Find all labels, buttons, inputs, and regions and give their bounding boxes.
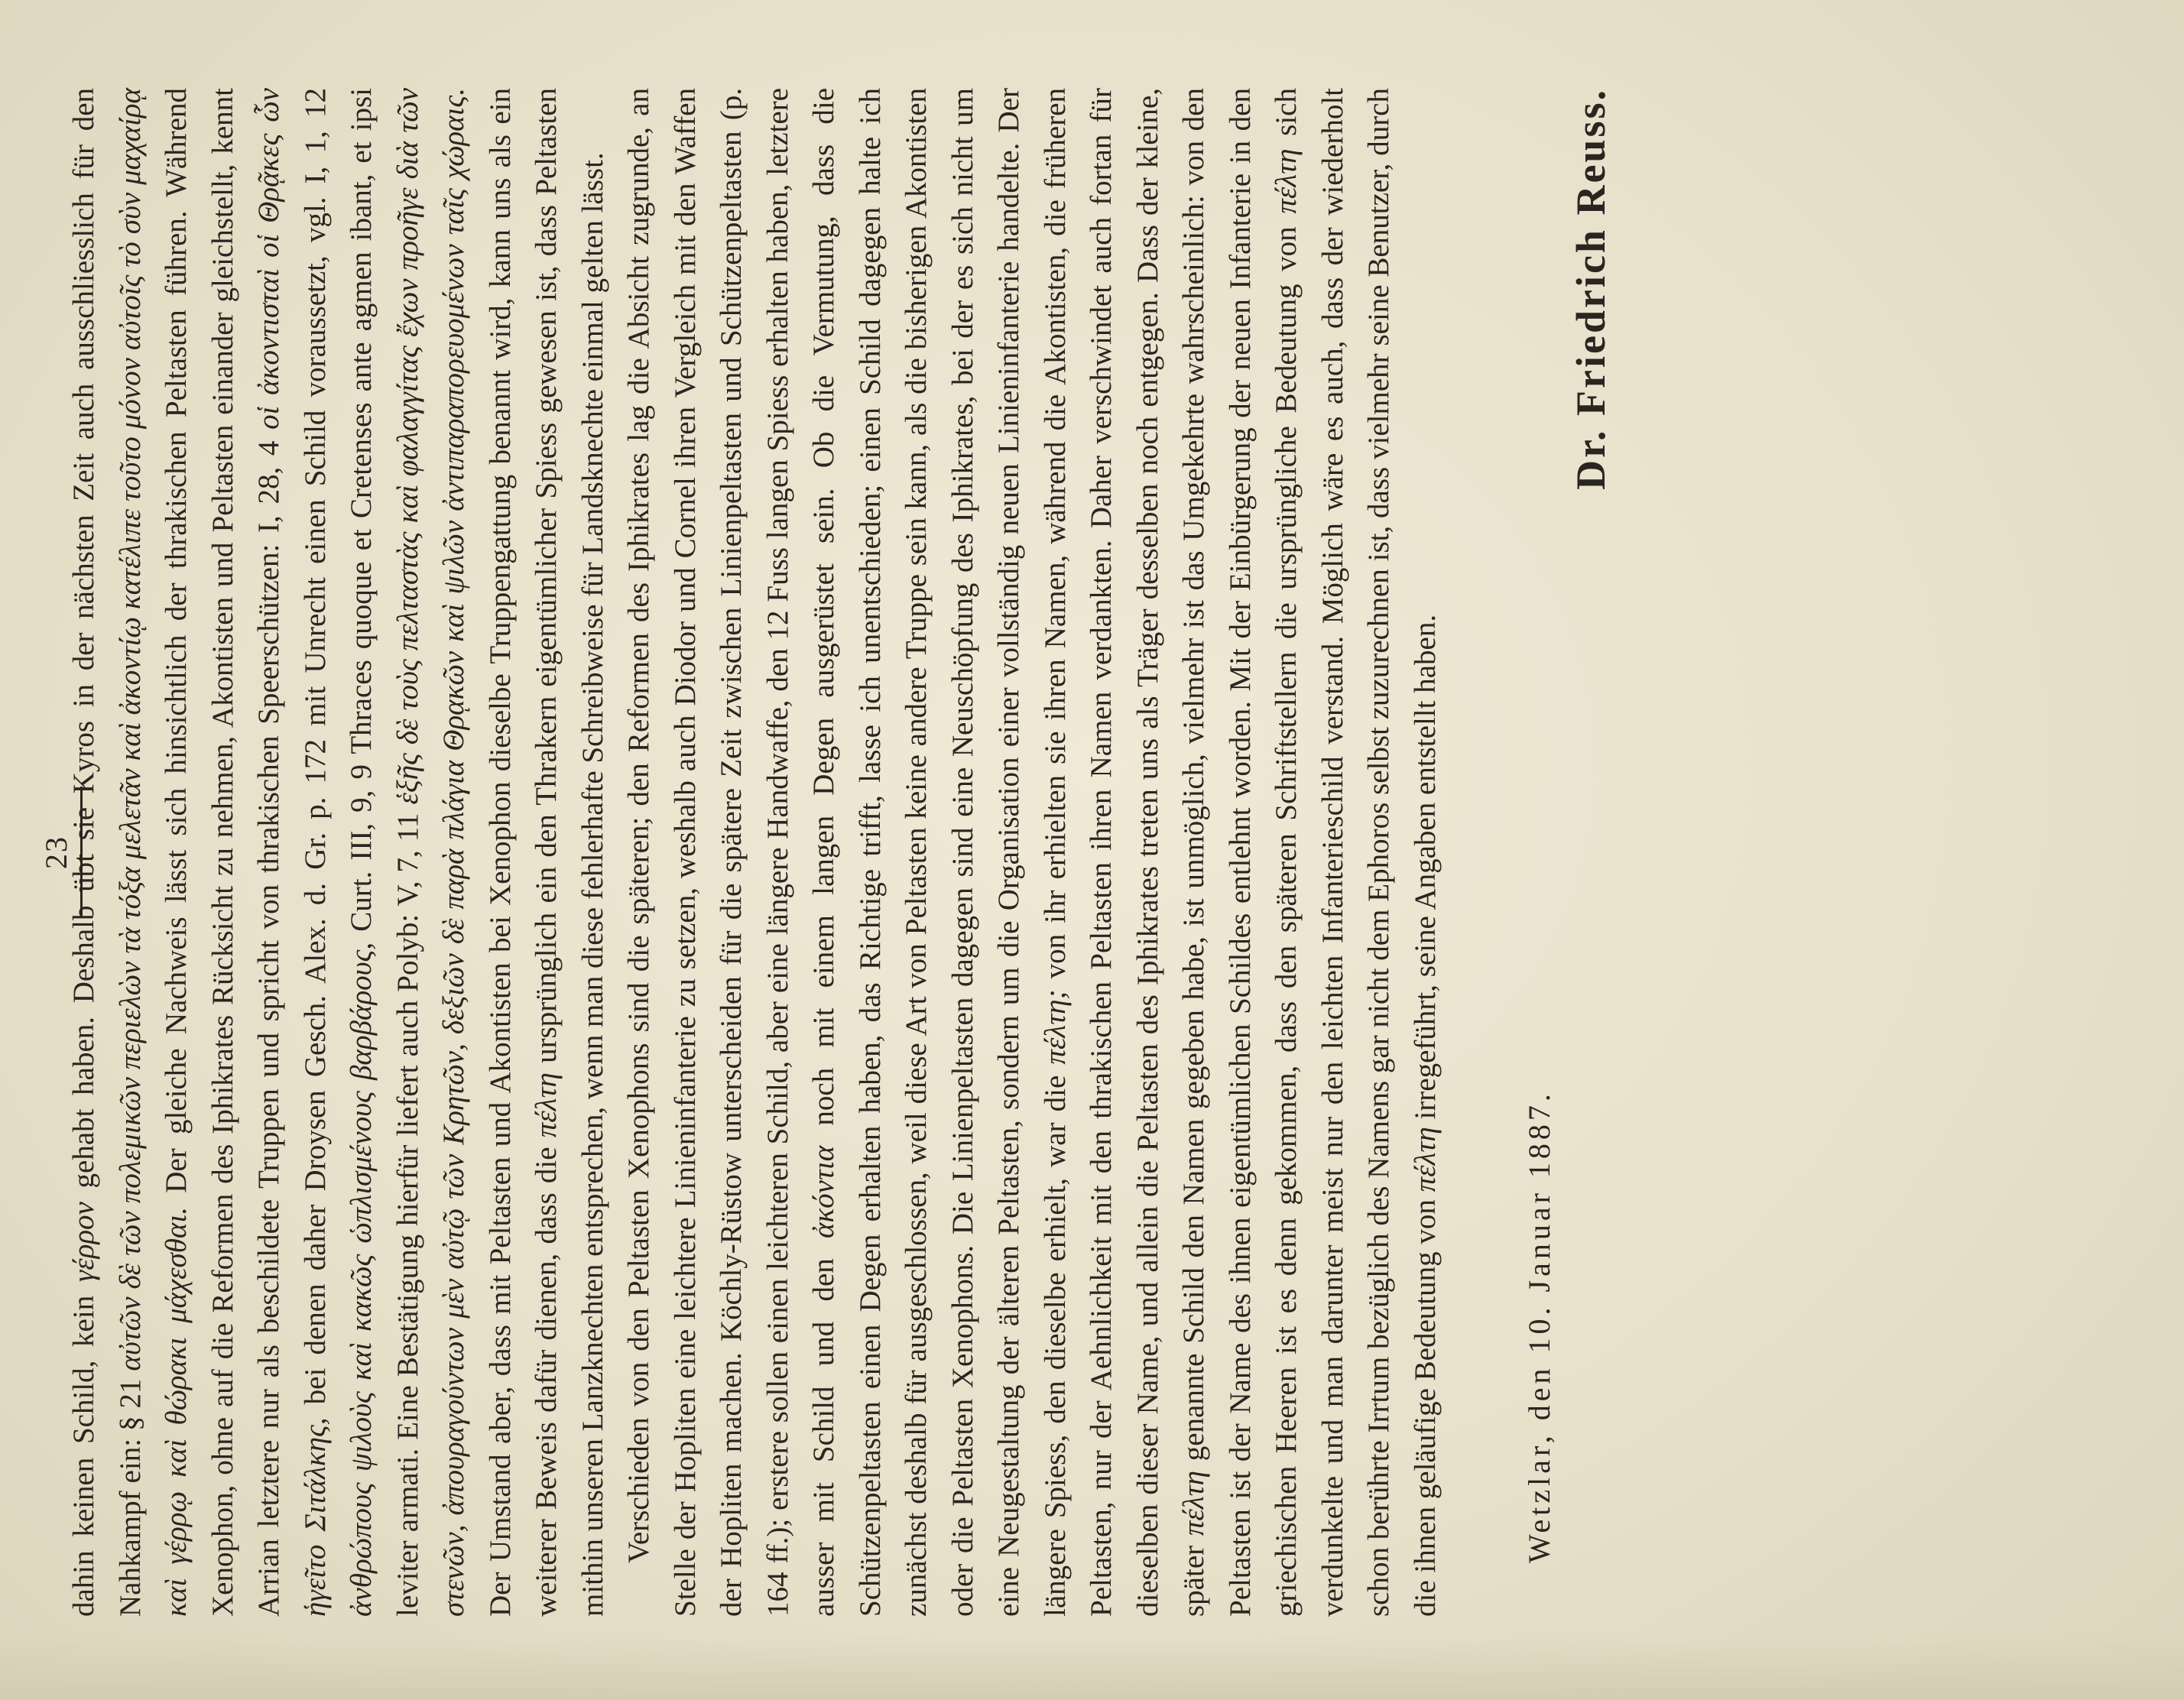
text-run: Der gleiche Nachweis lässt sich hinsichtlich der thrakischen Peltasten führen. Während Xenophon, ohne auf die Reformen des Iphikrates Rücksicht zu nehmen, Akontisten und Peltasten einander gleichstellt, kennt Arrian letztere nur als beschildete Truppen und spricht von thrakischen Speerschützen: I, 28, 4 [160,88,285,1617]
text-run: von ihr erhielten sie ihren Namen, während die Akontisten, die früheren Peltasten, nur der Aehnlichkeit mit den thrakischen Peltasten ihren Namen verdankten. Daher verschwindet auch fortan für dieselben dieser Name, und allein die Peltasten des Iphikrates treten uns als Träger desselben noch entgegen. Dass der kleine, später [1038,88,1210,1617]
greek-term: ἀκόντια [807,1145,840,1239]
greek-term: πέλτη [1177,1471,1210,1536]
paragraph-2 [616,88,1449,1617]
greek-term: πέλτη [1408,1127,1442,1192]
greek-quote: αὐτῶν δὲ τῶν πολεμικῶν περιελὼν τὰ τόξα μελετᾶν καὶ ἀκοντίῳ κατέλιπε τοῦτο μόνον αὐτοῖς τὸ σὺν μαχαίρᾳ καὶ γέρρῳ καὶ θώρακι μάχεσθαι. [113,88,193,1617]
text-run: dahin keinen Schild, kein [67,1282,100,1617]
text-run: genannte Schild den Namen gegeben habe, ist unmöglich, vielmehr ist das Umgekehrte wahrscheinlich: von den Peltasten ist der Name des ihnen eigentümlichen Schildes entlehnt worden. Mit der Einbürgerung der neuen Infanterie in den griechischen Heeren ist es denn gekommen, dass den späteren Schriftstellern die ursprüngliche Bedeutung von [1177,88,1303,1617]
page-number: 23 [39,835,73,869]
paragraph-1 [61,88,616,1617]
place-date-line: Wetzlar, den 10. Januar 1887. [1522,1090,1556,1563]
text-run: ursprünglich ein den Thrakern eigentümlicher Spiess gewesen ist, dass Peltasten mithin unseren Lanzknechten entsprechen, wenn man diese fehlerhafte Schreibweise für Landsknechte einmal gelten lässt. [530,88,609,1617]
text-run: Curt. III, 9, 9 Thraces quoque et Cretenses ante agmen ibant, et ipsi leviter armati. Eine Bestätigung hierfür liefert auch Polyb: V, 7, 11 [345,88,424,1617]
text-run: gehabt haben. Deshalb übt sie Kyros in der nächsten Zeit auch ausschliesslich für den Nahkampf ein: § 21 [67,88,147,1617]
text-run: bei denen daher Droysen Gesch. Alex. d. Gr. p. 172 mit Unrecht einen Schild voraussetzt, vgl. I, 1, 12 [298,88,332,1418]
text-run: irregeführt, seine Angaben entstellt haben. [1408,614,1442,1127]
text-run: sich verdunkelte und man darunter meist nur den leichten Infanterieschild verstand. Möglich wäre es auch, dass der wiederholt schon berührte Irrtum bezüglich des Namens gar nicht dem Ephoros selbst zuzurechnen ist, dass vielmehr seine Benutzer, durch die ihnen geläufige Bedeutung von [1270,88,1442,1617]
greek-term: πέλτη; [1038,989,1072,1065]
greek-term: πέλτη [530,1072,563,1138]
body-text [61,88,1449,1617]
scan-edge-shadow [0,1636,2184,1700]
text-run: Der Umstand aber, dass mit Peltasten und Akontisten bei Xenophon dieselbe Truppengattung benannt wird, kann uns als ein weiterer Beweis dafür dienen, dass die [483,88,563,1617]
text-run: noch mit einem langen Degen ausgerüstet sein. Ob die Vermutung, dass die Schützenpeltasten einen Degen erhalten haben, das Richtige trifft, lasse ich unentschieden; einen Schild dagegen halte ich zunächst deshalb für ausgeschlossen, weil diese Art von Peltasten keine andere Truppe sein kann, als die bisherigen Akontisten oder die Peltasten Xenophons. Die Linienpeltasten dagegen sind eine Neuschöpfung des Iphikrates, bei der es sich nicht um eine Neugestaltung der älteren Peltasten, sondern um die Organisation einer vollständig neuen Linieninfanterie handelte. Der längere Spiess, den dieselbe erhielt, war die [807,88,1072,1617]
greek-term: πέλτη [1270,148,1303,214]
greek-quote: ἀνθρώπους ψιλοὺς καὶ κακῶς ὡπλισμένους βαρβάρους, [345,942,378,1617]
greek-term: γέρρον [67,1202,100,1283]
author-signature: Dr. Friedrich Reuss. [1568,88,1614,490]
greek-quote: οἱ ἀκοντισταὶ οἱ Θρᾷκες ὧν ἡγεῖτο Σιτάλκης, [252,88,332,1617]
text-run: Verschieden von den Peltasten Xenophons sind die späteren; den Reformen des Iphikrates lag die Absicht zugrunde, an Stelle der Hopliten eine leichtere Linieninfanterie zu setzen, weshalb auch Diodor und Cornel ihren Vergleich mit den Waffen der Hopliten machen. Köchly-Rüstow unterscheiden für die spätere Zeit zwischen Linienpeltasten und Schützenpeltasten (p. 164 ff.); erstere sollen einen leichteren Schild, aber eine längere Handwaffe, den 12 Fuss langen Spiess erhalten haben, letztere ausser mit Schild und den [622,88,840,1617]
rotated-page-content [39,87,1911,1617]
greek-quote: ἑξῆς δὲ τοὺς πελταστὰς καὶ φαλαγγίτας ἔχων προῆγε διὰ τῶν στενῶν, ἀπουραγούντων μὲν αὐτῷ τῶν Κρητῶν, δεξιῶν δὲ παρὰ πλάγια Θρᾳκῶν καὶ ψιλῶν ἀντιπαραπορευομένων ταῖς χώραις. [391,87,470,1617]
